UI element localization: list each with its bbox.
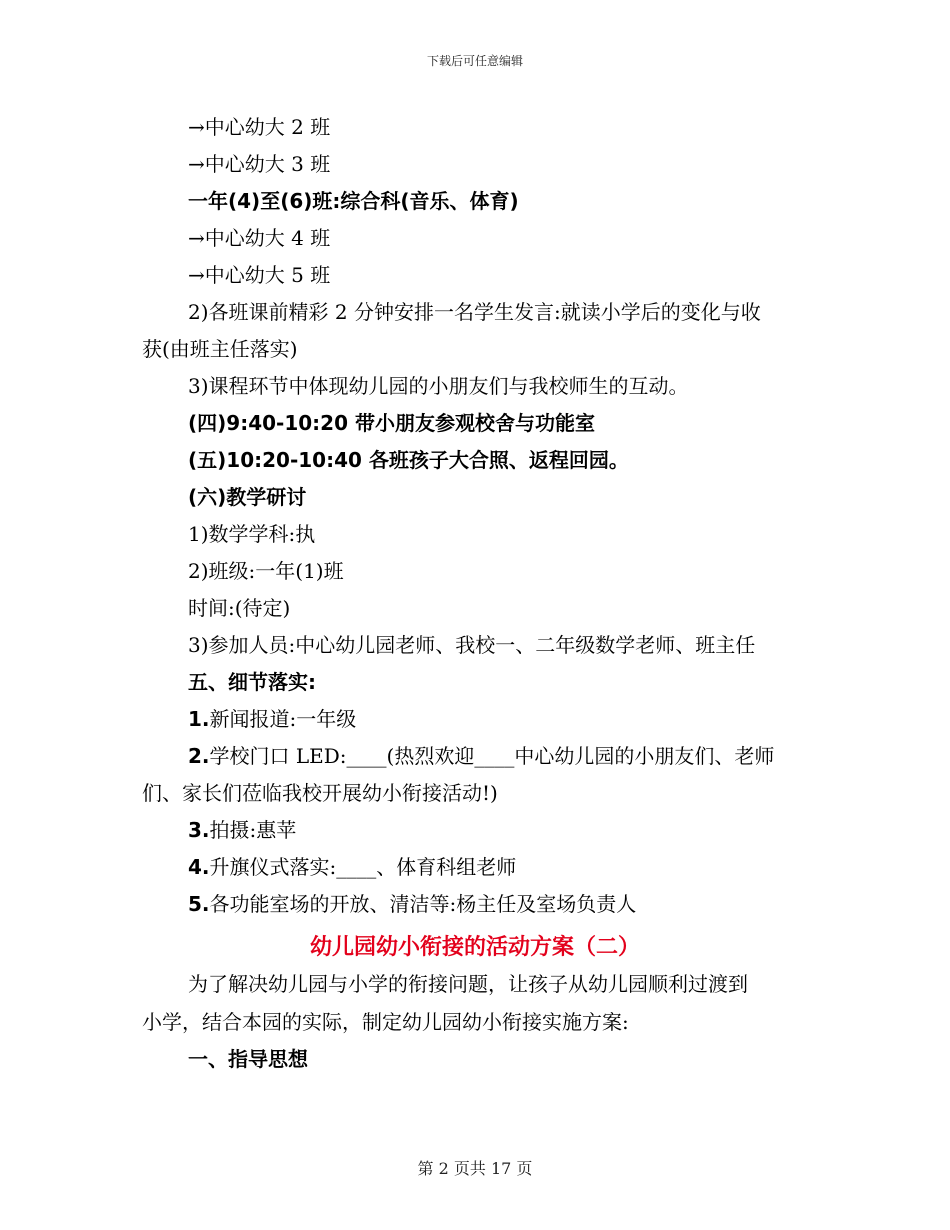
subheading: 一、指导思想 (188, 1047, 308, 1071)
text-line: 3)参加人员:中心幼儿园老师、我校一、二年级数学老师、班主任 (188, 633, 756, 657)
text-line: 1)数学学科:执 (188, 522, 316, 546)
text-line: 获(由班主任落实) (142, 337, 298, 361)
text-line: 五、细节落实: (188, 670, 316, 694)
intro-line: 小学，结合本园的实际，制定幼儿园幼小衔接实施方案: (142, 1010, 629, 1034)
text-line: (六)教学研讨 (188, 485, 307, 509)
list-number: 2. (188, 744, 210, 768)
list-text: 学校门口 LED:____(热烈欢迎____中心幼儿园的小朋友们、老师 (209, 744, 775, 768)
text-line: 3)课程环节中体现幼儿园的小朋友们与我校师生的互动。 (188, 374, 689, 398)
text-line: →中心幼大 3 班 (188, 152, 331, 176)
list-number: 4. (188, 855, 210, 879)
list-number: 5. (188, 892, 210, 916)
text-line: 时间:(待定) (188, 596, 291, 620)
text-line: 们、家长们莅临我校开展幼小衔接活动!) (142, 781, 498, 805)
list-text: 各功能室场的开放、清洁等:杨主任及室场负责人 (209, 892, 637, 916)
page-header: 下载后可任意编辑 (426, 54, 523, 68)
list-item (188, 892, 636, 916)
list-item (188, 818, 296, 842)
intro-line: 为了解决幼儿园与小学的衔接问题，让孩子从幼儿园顺利过渡到 (188, 972, 748, 996)
section-title: 幼儿园幼小衔接的活动方案（二） (309, 935, 640, 960)
text-line: (四)9:40-10:20 带小朋友参观校舍与功能室 (188, 411, 595, 435)
list-text: 拍摄:惠苹 (209, 818, 297, 842)
page-footer: 第 2 页共 17 页 (417, 1159, 533, 1178)
text-line: →中心幼大 5 班 (188, 263, 331, 287)
text-line: →中心幼大 2 班 (188, 115, 331, 139)
text-line: 一年(4)至(6)班:综合科(音乐、体育) (188, 189, 519, 213)
text-line: 2)班级:一年(1)班 (188, 559, 344, 583)
list-number: 1. (188, 707, 210, 731)
list-text: 升旗仪式落实:____、体育科组老师 (209, 855, 517, 879)
text-line: (五)10:20-10:40 各班孩子大合照、返程回园。 (188, 448, 629, 472)
text-line: 2)各班课前精彩 2 分钟安排一名学生发言:就读小学后的变化与收 (188, 300, 761, 324)
list-text: 新闻报道:一年级 (209, 707, 357, 731)
list-item (188, 707, 356, 731)
list-item (188, 744, 774, 768)
text-line: →中心幼大 4 班 (188, 226, 331, 250)
list-item (188, 855, 516, 879)
list-number: 3. (188, 818, 210, 842)
